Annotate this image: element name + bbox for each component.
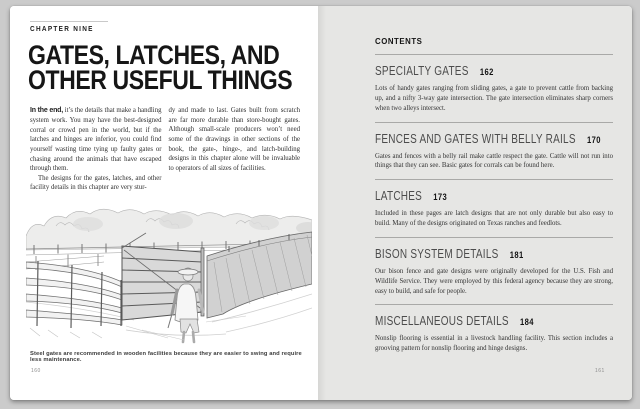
contents-entry-head <box>375 312 565 330</box>
intro-lead: In the end, <box>30 107 63 114</box>
contents-entry-page-number: 181 <box>509 249 524 261</box>
chapter-title <box>28 40 293 95</box>
intro-text <box>30 106 300 193</box>
contents-entry <box>375 179 613 229</box>
chapter-title-line2: OTHER USEFUL THINGS <box>28 64 293 95</box>
intro-col1-para2: The designs for the gates, latches, and other facility details in this chapter are very stur- <box>30 174 162 192</box>
right-page-number: 161 <box>595 368 605 374</box>
kicker-rule <box>30 21 108 22</box>
corral-illustration <box>26 204 312 346</box>
contents-entry-description: Gates and fences with a belly rail make cattle respect the gate. Cattle will not run into things that they can see. Basic gates for corrals can be found here. <box>375 152 613 170</box>
contents-entry-title: FENCES AND GATES WITH BELLY RAILS <box>375 131 576 146</box>
left-page-number: 160 <box>31 368 41 374</box>
intro-column-1 <box>30 106 162 193</box>
contents-list <box>375 54 613 354</box>
entry-divider <box>375 179 613 180</box>
contents-entry-title: LATCHES <box>375 189 423 204</box>
contents-entry <box>375 304 613 354</box>
contents-entry-title: BISON SYSTEM DETAILS <box>375 246 499 261</box>
chapter-title-line1: GATES, LATCHES, AND <box>28 40 280 70</box>
contents-entry-head <box>375 62 565 80</box>
contents-entry-description: Included in these pages are latch designs that are not only durable but also easy to build. Many of the designs originated on Texas ranches and feedlots. <box>375 210 613 228</box>
contents-heading: CONTENTS <box>375 36 423 46</box>
contents-entry-description: Lots of handy gates ranging from sliding gates, a gate to prevent cattle from backing up, and a nifty 3-way gate intersection. The gate intersection eliminates sharp corners when two alleys intersect. <box>375 85 613 112</box>
contents-entry-head <box>375 187 565 205</box>
intro-col1-text: it’s the details that make a handling system work. You may have the best-designed corral or crowd pen in the world, but if the latches and hinges are inferior, you could find yourself wasting time tying up faulty gates or chasing around the animals that have escaped through them. <box>30 107 162 173</box>
contents-entry <box>375 237 613 297</box>
contents-entry <box>375 122 613 172</box>
contents-entry-description: Nonslip flooring is essential in a livestock handling facility. This section includes a grooving pattern for nonslip flooring and hinge designs. <box>375 335 613 353</box>
intro-column-2 <box>169 106 301 193</box>
contents-entry-page-number: 162 <box>479 67 494 78</box>
chapter-label: CHAPTER NINE <box>30 26 94 33</box>
chapter-kicker <box>30 21 108 33</box>
contents-entry-description: Our bison fence and gate designs were originally developed for the U.S. Fish and Wildlife Service. They were employed by this federal agency because they are strong, easy to build, and safe for people. <box>375 267 613 295</box>
corral-sketch-svg <box>26 204 312 346</box>
entry-divider <box>375 237 613 238</box>
left-page <box>10 6 318 400</box>
contents-section <box>375 36 613 362</box>
book-spread <box>10 6 632 400</box>
contents-entry-page-number: 184 <box>519 317 534 329</box>
contents-entry-page-number: 173 <box>433 192 448 204</box>
contents-entry-page-number: 170 <box>586 134 601 146</box>
contents-entry-title: MISCELLANEOUS DETAILS <box>375 314 509 329</box>
illustration-caption: Steel gates are recommended in wooden facilities because they are easier to swing and require less maintenance. <box>30 351 302 363</box>
contents-entry <box>375 54 613 114</box>
entry-divider <box>375 54 613 55</box>
entry-divider <box>375 122 613 123</box>
right-page <box>318 6 632 400</box>
contents-entry-head <box>375 130 601 148</box>
intro-col2-text: dy and made to last. Gates built from scratch are far more durable than store-bought gates. Although small-scale producers won’t need some of the drawings in other sections of the book, the gate-, hinge-, and latch-building designs in this chapter alone will be invaluable to operators of all sizes of facilities. <box>168 107 300 172</box>
entry-divider <box>375 304 613 305</box>
contents-entry-head <box>375 245 565 263</box>
contents-entry-title: SPECIALTY GATES <box>375 64 469 78</box>
